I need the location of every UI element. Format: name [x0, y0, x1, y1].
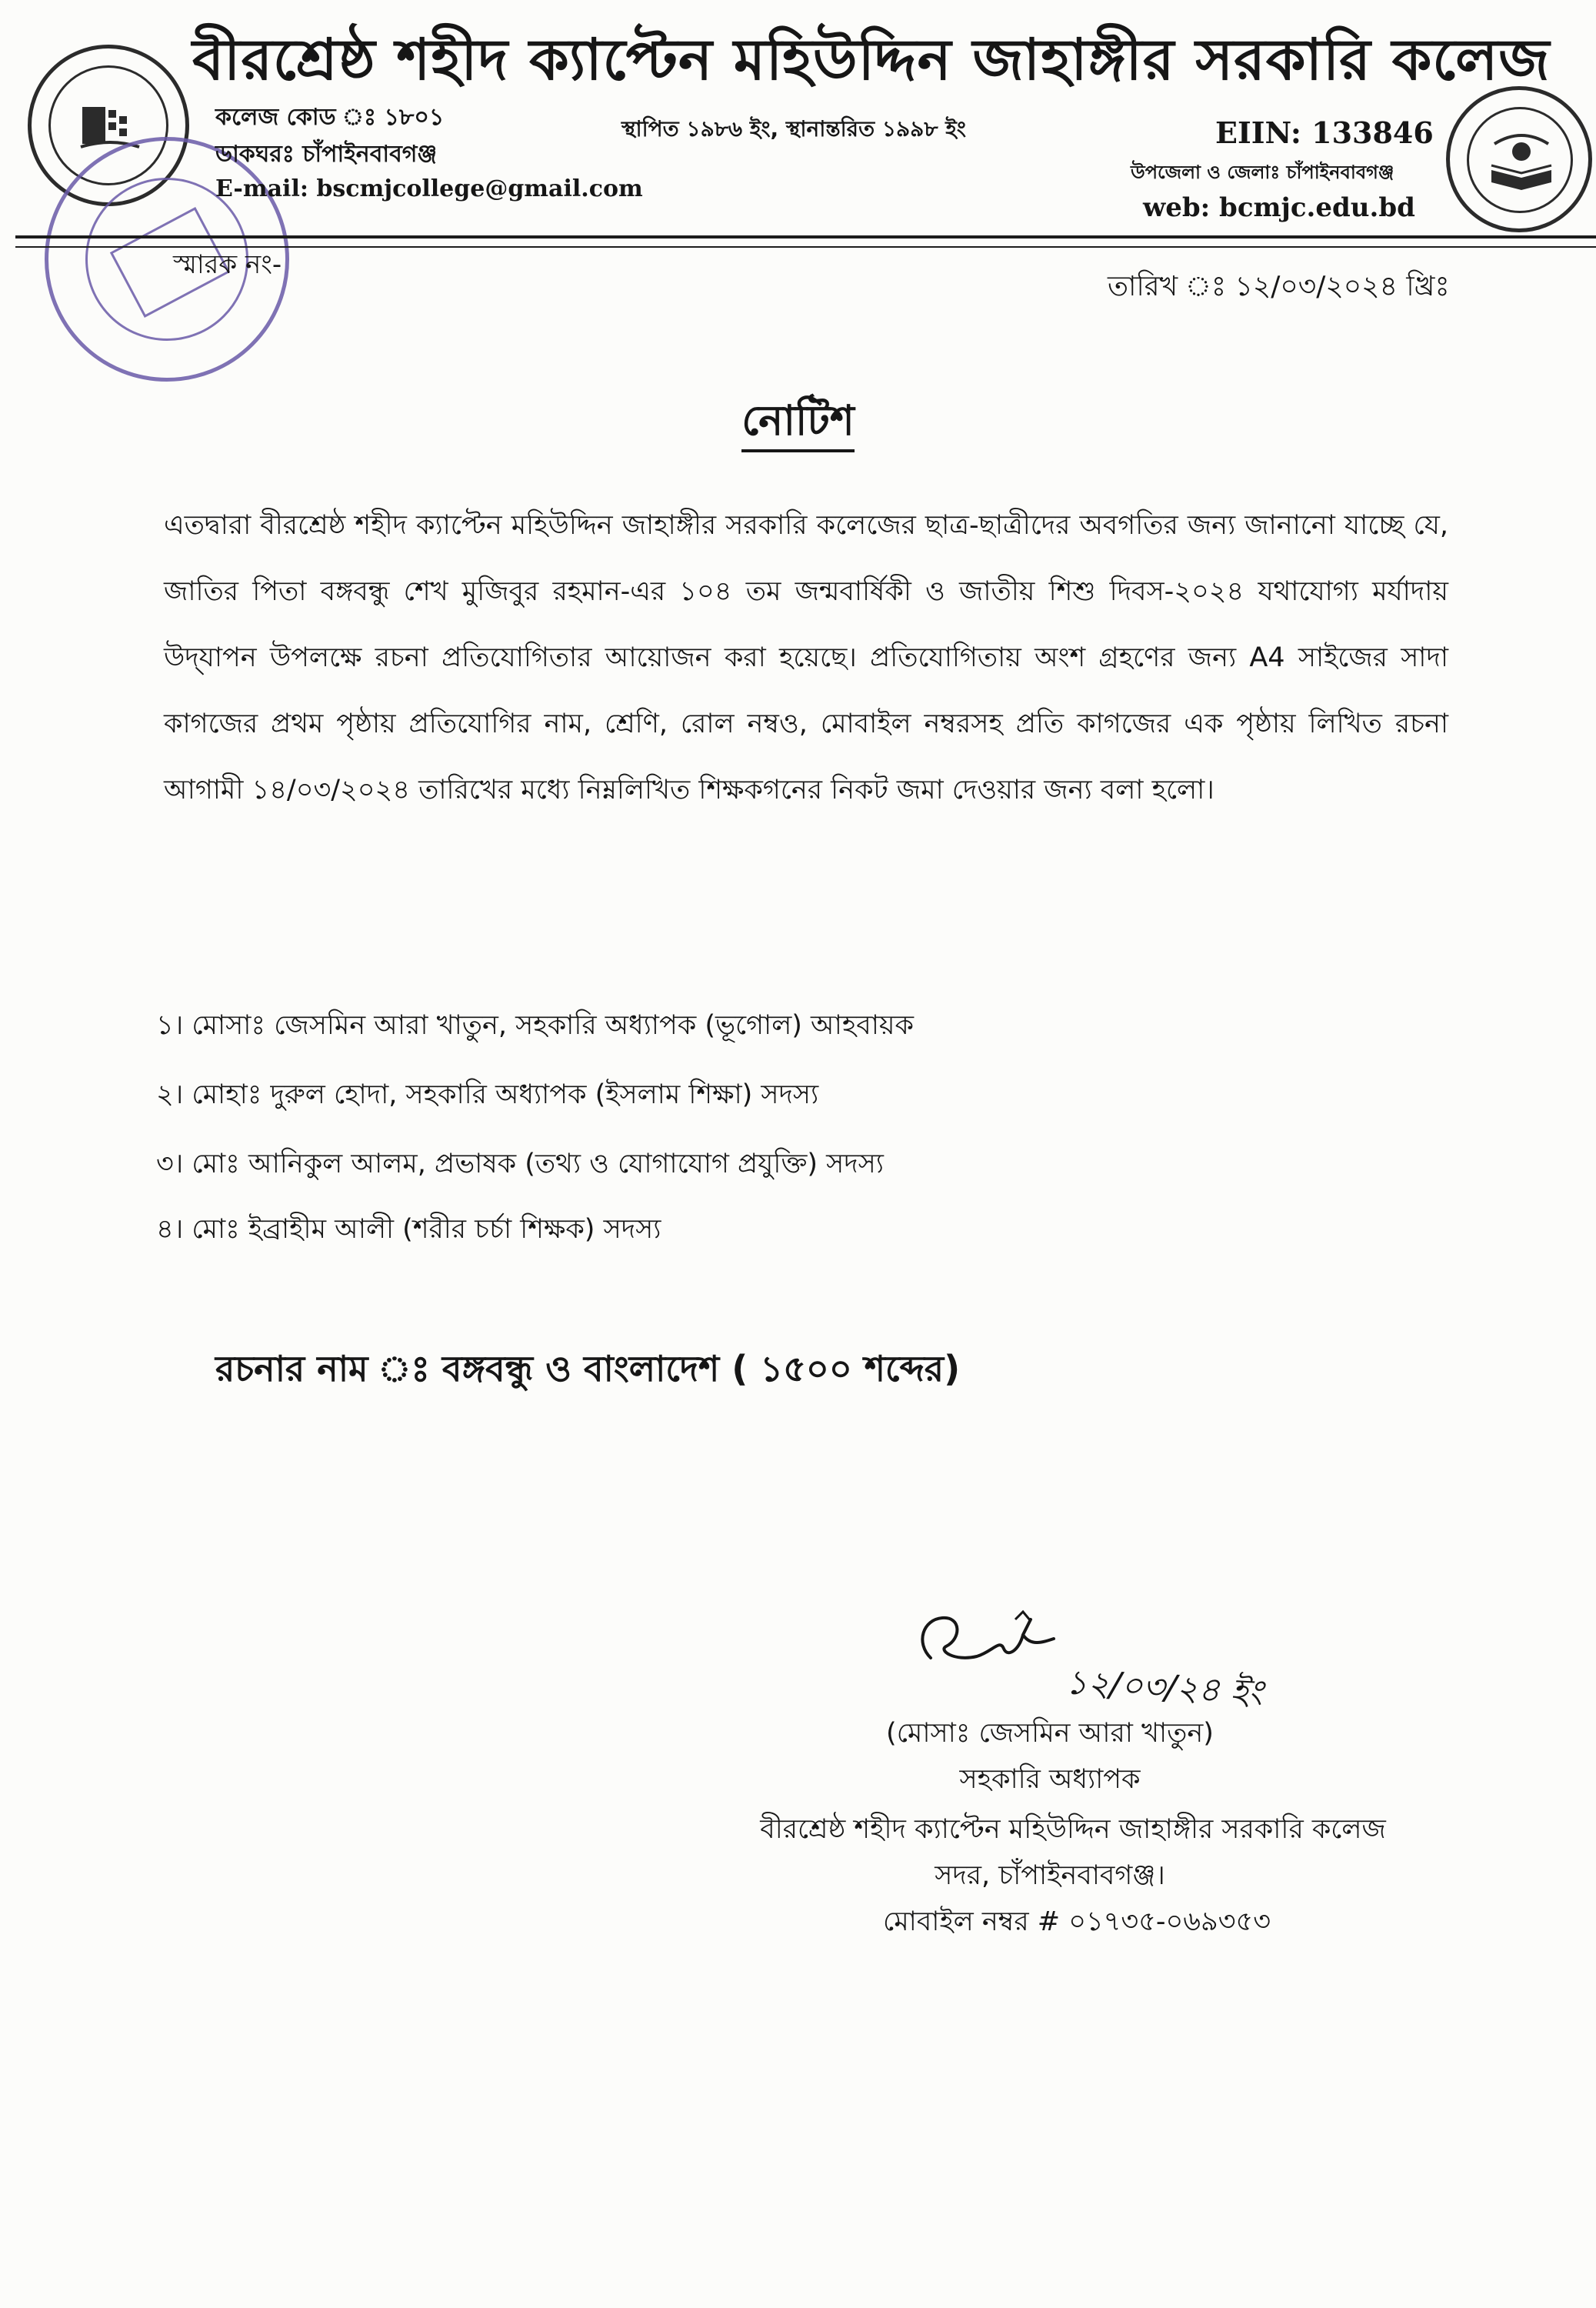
signatory-name: (মোসাঃ জেসমিন আরা খাতুন) — [886, 1718, 1214, 1749]
signatory-designation: সহকারি অধ্যাপক — [959, 1764, 1141, 1795]
eiin-number: EIIN: 133846 — [1215, 115, 1434, 150]
college-seal-right — [1446, 86, 1592, 232]
post-office: ডাকঘরঃ চাঁপাইনবাবগঞ্জ — [215, 141, 438, 168]
notice-title-text: নোটিশ — [741, 396, 855, 452]
upazila-district: উপজেলা ও জেলাঃ চাঁপাইনবাবগঞ্জ — [1131, 162, 1394, 183]
memo-date: তারিখ ঃ ১২/০৩/২০২৪ খ্রিঃ — [1108, 271, 1450, 302]
committee-member: ৪। মোঃ ইব্রাহীম আলী (শরীর চর্চা শিক্ষক) সদস্য — [156, 1214, 661, 1245]
college-name: বীরশ্রেষ্ঠ শহীদ ক্যাপ্টেন মহিউদ্দিন জাহাঙ্গীর সরকারি কলেজ — [192, 27, 1551, 93]
signatory-address: সদর, চাঁপাইনবাবগঞ্জ। — [935, 1860, 1165, 1891]
signatory-institution: বীরশ্রেষ্ঠ শহীদ ক্যাপ্টেন মহিউদ্দিন জাহাঙ্গীর সরকারি কলেজ — [760, 1814, 1386, 1845]
website: web: bcmjc.edu.bd — [1143, 192, 1415, 223]
header-rule-thick — [15, 235, 1596, 238]
established-info: স্থাপিত ১৯৮৬ ইং, স্থানান্তরিত ১৯৯৮ ইং — [621, 116, 966, 142]
handwritten-signature — [908, 1604, 1077, 1689]
college-code: কলেজ কোড ঃ ১৮০১ — [215, 104, 445, 131]
notice-body: এতদ্বারা বীরশ্রেষ্ঠ শহীদ ক্যাপ্টেন মহিউদ্দিন জাহাঙ্গীর সরকারি কলেজের ছাত্র-ছাত্রীদের অবগতির জন্য জানানো যাচ্ছে যে, জাতির পিতা বঙ্গবন্ধু শেখ মুজিবুর রহমান-এর ১০৪ তম জন্মবার্ষিকী ও জাতীয় শিশু দিবস-২০২৪ যথাযোগ্য মর্যাদায় উদ্‌যাপন উপলক্ষে রচনা প্রতিযোগিতার আয়োজন করা হয়েছে। প্রতিযোগিতায় অংশ গ্রহণের জন্য A4 সাইজের সাদা কাগজের প্রথম পৃষ্ঠায় প্রতিযোগির নাম, শ্রেণি, রোল নম্বও, মোবাইল নম্বরসহ প্রতি কাগজের এক পৃষ্ঠায় লিখিত রচনা আগামী ১৪/০৩/২০২৪ তারিখের মধ্যে নিম্নলিখিত শিক্ষকগনের নিকট জমা দেওয়ার জন্য বলা হলো। — [164, 510, 1448, 805]
essay-topic: রচনার নাম ঃ বঙ্গবন্ধু ও বাংলাদেশ ( ১৫০০ শব্দের) — [215, 1348, 961, 1389]
open-book-emblem-icon — [1487, 130, 1556, 192]
notice-title — [0, 389, 1596, 458]
committee-member: ৩। মোঃ আনিকুল আলম, প্রভাষক (তথ্য ও যোগাযোগ প্রযুক্তি) সদস্য — [156, 1149, 884, 1179]
signatory-mobile: মোবাইল নম্বর # ০১৭৩৫-০৬৯৩৫৩ — [883, 1906, 1271, 1937]
committee-member: ১। মোসাঃ জেসমিন আরা খাতুন, সহকারি অধ্যাপক (ভূগোল) আহবায়ক — [156, 1010, 915, 1041]
committee-member: ২। মোহাঃ দুরুল হোদা, সহকারি অধ্যাপক (ইসলাম শিক্ষা) সদস্য — [156, 1079, 819, 1110]
email-address: E-mail: bscmjcollege@gmail.com — [215, 175, 643, 202]
handwritten-date: ১২/০৩/২৪ ইং — [1064, 1663, 1264, 1713]
memo-reference: স্মারক নং- — [173, 249, 282, 280]
